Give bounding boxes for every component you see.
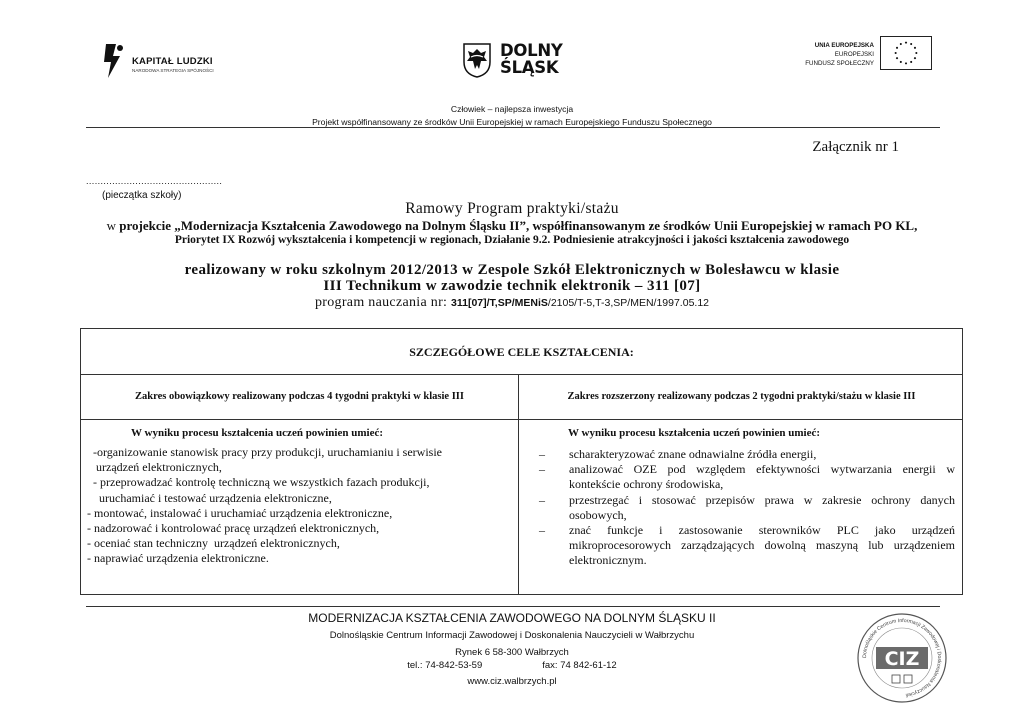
list-dash: –	[539, 447, 545, 461]
list-item	[539, 447, 955, 462]
table-header: SZCZEGÓŁOWE CELE KSZTAŁCENIA:	[409, 345, 634, 359]
footer-fax: fax: 74 842-61-12	[542, 660, 617, 671]
program-label: program nauczania nr:	[314, 295, 452, 310]
eu-star-icon	[896, 47, 898, 49]
project-line-2: Priorytet IX Rozwój wykształcenia i kompetencji w regionach, Działanie 9.2. Podniesienie atrakcyjności i jakości kształcenia zawodowego	[174, 234, 850, 246]
eu-logo-line3: FUNDUSZ SPOŁECZNY	[805, 60, 874, 67]
ciz-logo-text: CIZ	[884, 648, 920, 670]
dolny-slask-line2: ŚLĄSK	[500, 58, 559, 77]
footer-url[interactable]: www.ciz.walbrzych.pl	[467, 676, 557, 687]
list-item: - montować, instalować i uruchamiać urządzenia elektroniczne,	[87, 505, 393, 520]
header-divider	[86, 127, 940, 128]
eu-logo-text	[805, 41, 874, 68]
eu-flag-icon	[880, 36, 932, 70]
project-prefix: w	[106, 218, 117, 233]
list-item: - oceniać stan techniczny urządzeń elektronicznych,	[87, 536, 340, 551]
mandatory-skills-list	[87, 445, 513, 567]
eu-star-icon	[905, 42, 907, 44]
program-code-rest: /2105/T-5,T-3,SP/MEN/1997.05.12	[547, 297, 710, 309]
dolny-slask-logo	[462, 40, 572, 80]
right-lead-text: W wyniku procesu kształcenia uczeń powinien umieć:	[568, 427, 820, 439]
kapital-ludzki-logo	[96, 38, 226, 88]
footer-divider	[86, 606, 940, 607]
column-divider	[518, 375, 519, 595]
list-item: urządzeń elektronicznych,	[87, 460, 222, 475]
eu-star-icon	[900, 43, 902, 45]
eu-star-icon	[915, 52, 917, 54]
realized-line-1: realizowany w roku szkolnym 2012/2013 w Zespole Szkół Elektronicznych w Bolesławcu w klasie	[184, 262, 840, 278]
footer-institution: Dolnośląskie Centrum Informacji Zawodowej i Doskonalenia Nauczycieli w Wałbrzychu	[329, 630, 695, 641]
annex-number: Załącznik nr 1	[812, 139, 899, 155]
realized-line-2: III Technikum w zawodzie technik elektronik – 311 [07]	[323, 278, 701, 294]
list-item: -organizowanie stanowisk pracy przy produkcji, uruchamianiu i serwisie	[87, 445, 443, 459]
ciz-seal-icon	[856, 612, 948, 704]
footer-project-name: MODERNIZACJA KSZTAŁCENIA ZAWODOWEGO NA DOLNYM ŚLĄSKU II	[308, 611, 716, 625]
list-item: - naprawiać urządzenia elektroniczne.	[87, 551, 269, 566]
project-text: projekcie „Modernizacja Kształcenia Zawodowego na Dolnym Śląsku II”, współfinansowanym ze środków Unii Europejskiej w ramach PO KL,	[119, 218, 918, 233]
eagle-crest-icon	[462, 42, 492, 78]
footer-tel: tel.: 74-842-53-59	[407, 660, 483, 671]
eu-star-icon	[895, 52, 897, 54]
project-line-1	[0, 218, 1024, 234]
ciz-ring-text: Dolnośląskie Centrum Informacji Zawodowej i Doskonalenia Nauczycieli	[861, 617, 943, 698]
kapital-ludzki-subtitle: NARODOWA STRATEGIA SPÓJNOŚCI	[132, 68, 214, 73]
eu-star-icon	[905, 62, 907, 64]
list-item-text: analizować OZE pod względem efektywności wytwarzania energii w kontekście ochrony środowiska,	[569, 462, 955, 492]
list-dash: –	[539, 492, 545, 507]
tagline-1: Człowiek – najlepsza inwestycja	[450, 104, 574, 114]
left-lead-text: W wyniku procesu kształcenia uczeń powinien umieć:	[131, 427, 383, 439]
eu-star-icon	[896, 57, 898, 59]
stamp-dotted-line: ...............................................	[86, 176, 223, 186]
kapital-ludzki-mark-icon	[100, 42, 126, 80]
footer-address: Rynek 6 58-300 Wałbrzych	[455, 647, 569, 658]
tagline-2: Projekt współfinansowany ze środków Unii Europejskiej w ramach Europejskiego Funduszu Społecznego	[312, 117, 712, 127]
eu-star-icon	[914, 47, 916, 49]
eu-logo-line1: UNIA EUROPEJSKA	[814, 42, 874, 49]
eu-logo	[790, 36, 932, 72]
table-subheader-row	[81, 375, 962, 420]
eu-star-icon	[910, 43, 912, 45]
eu-logo-line2: EUROPEJSKI	[834, 51, 874, 58]
kapital-ludzki-name: KAPITAŁ LUDZKI	[132, 56, 213, 67]
program-number	[0, 295, 1024, 311]
left-column-header: Zakres obowiązkowy realizowany podczas 4 tygodni praktyki w klasie III	[135, 391, 464, 402]
extended-skills-list	[539, 447, 955, 569]
right-column-header: Zakres rozszerzony realizowany podczas 2 tygodni praktyki/stażu w klasie III	[567, 391, 916, 402]
goals-table	[80, 328, 963, 595]
table-header-row	[81, 329, 962, 375]
list-item: - nadzorować i kontrolować pracę urządzeń elektronicznych,	[87, 521, 380, 536]
list-item	[539, 462, 955, 492]
eu-star-icon	[914, 57, 916, 59]
list-dash: –	[539, 523, 545, 538]
list-item-text: scharakteryzować znane odnawialne źródła energii,	[569, 447, 817, 461]
list-dash: –	[539, 462, 545, 477]
list-item-text: przestrzegać i stosować przepisów prawa w zakresie ochrony danych osobowych,	[569, 492, 955, 522]
document-title: Ramowy Program praktyki/stażu	[405, 200, 619, 217]
eu-star-icon	[910, 61, 912, 63]
program-code-bold: 311[07]/T,SP/MENiS	[451, 297, 548, 309]
list-item	[539, 493, 955, 523]
dolny-slask-line1: DOLNY	[500, 41, 563, 60]
list-item-text: znać funkcje i zastosowanie sterowników PLC jako urządzeń mikroprocesorowych zarządzających dowolną maszyną lub urządzeniem elektronicznym.	[569, 523, 955, 568]
list-item	[539, 523, 955, 569]
list-item: uruchamiać i testować urządzenia elektroniczne,	[87, 490, 332, 505]
list-item: - przeprowadzać kontrolę techniczną we wszystkich fazach produkcji,	[87, 475, 430, 490]
school-stamp-label: (pieczątka szkoły)	[102, 190, 182, 201]
eu-star-icon	[900, 61, 902, 63]
